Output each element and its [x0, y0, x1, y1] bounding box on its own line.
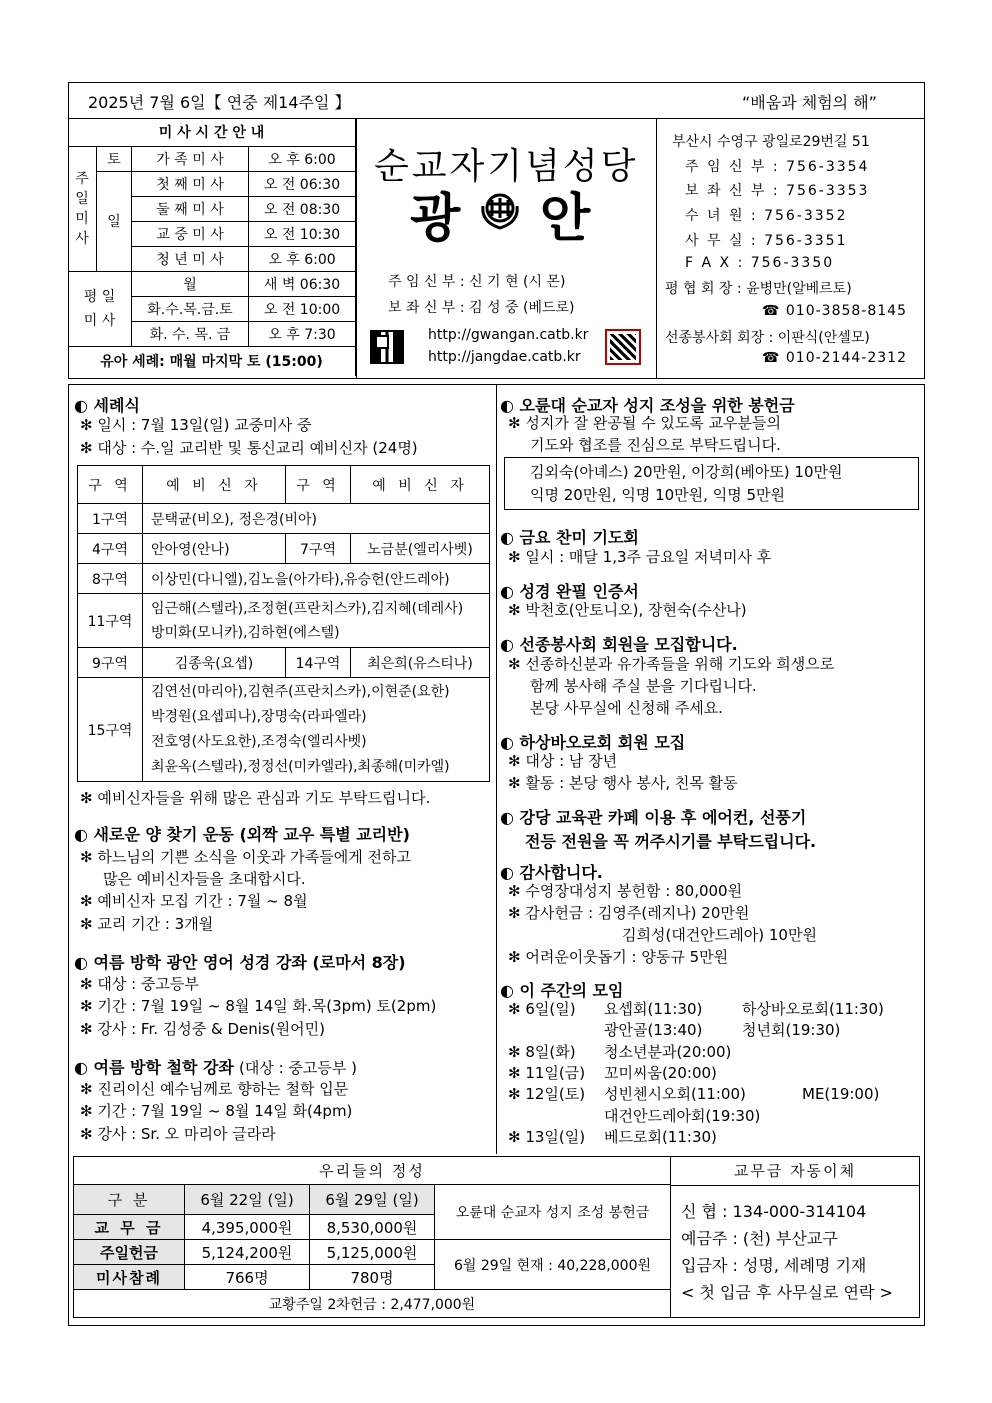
hasang-line: ✻ 대상 : 남 장년 — [508, 752, 618, 770]
website-link-1[interactable]: http://gwangan.catb.kr — [428, 327, 589, 343]
table-header: 예 비 신 자 — [143, 466, 286, 504]
contact-row: 보 좌 신 부 : 756-3353 — [685, 183, 870, 199]
mass-name: 월 — [132, 271, 249, 296]
mass-time: 새 벽 06:30 — [249, 271, 356, 296]
transfer-line: < 첫 입금 후 사무실로 연락 > — [681, 1283, 893, 1302]
english-line: ✻ 기간 : 7월 19일 ~ 8월 14일 화.목(3pm) 토(2pm) — [80, 997, 437, 1015]
catechumen-table — [77, 465, 490, 782]
table-cell: 임근해(스텔라),조정현(프란치스카),김지혜(데레사) 방미화(모니카),김하현(에스텔) — [143, 594, 490, 648]
bulletin-title-1: 광 — [410, 188, 461, 249]
mass-time: 오 전 08:30 — [249, 196, 356, 221]
table-cell: 766명 — [185, 1265, 310, 1290]
table-cell: 780명 — [310, 1265, 435, 1290]
table-header: 구 역 — [286, 466, 351, 504]
mass-name: 둘 째 미 사 — [132, 196, 249, 221]
bible-cert-title: ◐ 성경 완필 인증서 — [500, 582, 639, 601]
meeting-item: ME(19:00) — [802, 1085, 880, 1103]
row-label: 교 무 금 — [74, 1215, 185, 1240]
church-address: 부산시 수영구 광일로29번길 51 — [672, 134, 870, 150]
volunteer-phone: ☎ 010-2144-2312 — [762, 350, 907, 366]
mass-time: 오 후 6:00 — [249, 246, 356, 271]
sunday-mass-label: 주 일 미 사 — [68, 146, 97, 271]
table-cell: 노금분(엘리사벳) — [351, 534, 490, 564]
table-cell: 4구역 — [78, 534, 143, 564]
table-header: 6월 22일 (일) — [185, 1185, 310, 1215]
oryun-fund-total: 6월 29일 현재 : 40,228,000원 — [435, 1240, 671, 1290]
oryun-line: 기도와 협조를 진심으로 부탁드립니다. — [530, 436, 781, 454]
meeting-item: 요셉회(11:30) — [604, 1000, 703, 1018]
baptism-title: ◐ 세례식 — [74, 396, 140, 415]
table-cell: 이상민(다니엘),김노을(아가타),유승헌(안드레아) — [143, 564, 490, 594]
table-cell: 김종욱(요셉) — [143, 648, 286, 678]
row-label: 주일헌금 — [74, 1240, 185, 1265]
contact-row: 사 무 실 : 756-3351 — [685, 233, 848, 249]
table-header: 구 분 — [74, 1185, 185, 1215]
thanks-line: 김희성(대건안드레아) 10만원 — [622, 926, 817, 944]
oryun-fund-header: 오륜대 순교자 성지 조성 봉헌금 — [435, 1185, 671, 1240]
mass-time: 오 전 10:30 — [249, 221, 356, 246]
mass-name: 첫 째 미 사 — [132, 171, 249, 196]
qr-code-icon — [370, 330, 404, 364]
sheep-line: ✻ 예비신자 모집 기간 : 7월 ~ 8월 — [80, 892, 308, 910]
council-president: 평 협 회 장 : 윤병만(알베르토) — [665, 281, 852, 297]
mass-name: 화.수.목.금.토 — [132, 296, 249, 321]
weekly-meetings-title: ◐ 이 주간의 모임 — [500, 981, 624, 1000]
hasang-title: ◐ 하상바오로회 회원 모집 — [500, 733, 686, 752]
baptism-target: ✻ 대상 : 수.일 교리반 및 통신교리 예비신자 (24명) — [80, 439, 418, 457]
saturday-label: 토 — [97, 146, 132, 171]
table-cell: 14구역 — [286, 648, 351, 678]
table-cell: 안아영(안나) — [143, 534, 286, 564]
mass-time: 오 후 7:30 — [249, 321, 356, 346]
thanks-line: ✻ 수영장대성지 봉헌함 : 80,000원 — [508, 882, 743, 900]
table-cell: 4,395,000원 — [185, 1215, 310, 1240]
pope-sunday-offering: 교황주일 2차헌금 : 2,477,000원 — [74, 1290, 671, 1318]
baptism-date: ✻ 일시 : 7월 13일(일) 교중미사 중 — [80, 416, 312, 434]
auto-transfer-box — [671, 1157, 920, 1318]
mass-name: 가 족 미 사 — [132, 146, 249, 171]
table-cell: 8,530,000원 — [310, 1215, 435, 1240]
bulletin-title-2: 안 — [540, 188, 591, 249]
transfer-line: 예금주 : (천) 부산교구 — [681, 1229, 838, 1248]
auto-transfer-title: 교무금 자동이체 — [671, 1157, 919, 1186]
mass-time: 오 전 10:00 — [249, 296, 356, 321]
qr-code-icon — [605, 329, 641, 365]
friday-line: ✻ 일시 : 매달 1,3주 금요일 저녁미사 후 — [508, 548, 772, 566]
meeting-item: 베드로회(11:30) — [604, 1128, 717, 1146]
bible-line: ✻ 박천호(안토니오), 장현숙(수산나) — [508, 601, 747, 619]
meeting-item: 대건안드레아회(19:30) — [604, 1107, 761, 1125]
hasang-line: ✻ 활동 : 본당 행사 봉사, 친목 활동 — [508, 774, 738, 792]
column-divider — [496, 384, 497, 1154]
offering-title: 우리들의 정성 — [74, 1157, 671, 1185]
meeting-item: 성빈첸시오회(11:00) — [604, 1085, 746, 1103]
meeting-item: 하상바오로회(11:30) — [742, 1000, 884, 1018]
council-phone: ☎ 010-3858-8145 — [762, 303, 907, 319]
parish-emblem-icon — [477, 186, 523, 232]
philosophy-line: ✻ 기간 : 7월 19일 ~ 8월 14일 화(4pm) — [80, 1102, 353, 1120]
seonjong-title: ◐ 선종봉사회 회원을 모집합니다. — [500, 635, 738, 654]
table-cell: 5,124,200원 — [185, 1240, 310, 1265]
row-label: 미사참례 — [74, 1265, 185, 1290]
volunteer-president: 선종봉사회 회장 : 이판식(안셀모) — [665, 330, 870, 346]
contact-row: 수 녀 원 : 756-3352 — [685, 208, 848, 224]
aircon-notice: 전등 전원을 꼭 꺼주시기를 부탁드립니다. — [525, 832, 817, 851]
table-cell: 8구역 — [78, 564, 143, 594]
table-cell: 김연선(마리아),김현주(프란치스카),이현준(요한) 박경원(요셉피나),장명숙(라파엘라) 전호영(사도요한),조경숙(엘리사벳) 최윤옥(스텔라),정정선(미카엘라),최종해(미카엘) — [143, 678, 490, 782]
sheep-line: 많은 예비신자들을 초대합시다. — [103, 870, 306, 888]
contact-row: 주 임 신 부 : 756-3354 — [685, 159, 870, 175]
table-cell: 최은희(유스티나) — [351, 648, 490, 678]
seonjong-line: 본당 사무실에 신청해 주세요. — [530, 699, 723, 717]
weekday-mass-label: 평 일 미 사 — [68, 271, 132, 346]
philosophy-line: ✻ 강사 : Sr. 오 마리아 글라라 — [80, 1125, 276, 1143]
meeting-item: 꼬미씨움(20:00) — [604, 1064, 717, 1082]
mass-name: 교 중 미 사 — [132, 221, 249, 246]
table-header: 예 비 신 자 — [351, 466, 490, 504]
meeting-item: 청년회(19:30) — [742, 1021, 841, 1039]
philosophy-line: ✻ 진리이신 예수님께로 향하는 철학 입문 — [80, 1080, 349, 1098]
bulletin-date: 2025년 7월 6일【 연중 제14주일 】 — [88, 93, 351, 112]
seonjong-line: ✻ 선종하신분과 유가족들을 위해 기도와 희생으로 — [508, 655, 835, 673]
thanks-line: ✻ 감사헌금 : 김영주(레지나) 20만원 — [508, 904, 750, 922]
sunday-label: 일 — [97, 171, 132, 271]
table-header: 구 역 — [78, 466, 143, 504]
mass-name: 청 년 미 사 — [132, 246, 249, 271]
meeting-day: ✻ 8일(화) — [508, 1043, 576, 1061]
oryun-title: ◐ 오륜대 순교자 성지 조성을 위한 봉헌금 — [500, 396, 795, 415]
transfer-line: 신 협 : 134-000-314104 — [681, 1202, 867, 1221]
sheep-campaign-title: ◐ 새로운 양 찾기 운동 (외짝 교우 특별 교리반) — [74, 825, 410, 844]
donor-line: 익명 20만원, 익명 10만원, 익명 5만원 — [530, 486, 785, 504]
philosophy-title: ◐ 여름 방학 철학 강좌 (대상 : 중고등부 ) — [74, 1058, 357, 1077]
table-cell: 11구역 — [78, 594, 143, 648]
thanks-line: ✻ 어려운이웃돕기 : 양동규 5만원 — [508, 948, 729, 966]
sheep-line: ✻ 하느님의 기쁜 소식을 이웃과 가족들에게 전하고 — [80, 848, 411, 866]
contact-row: F A X : 756-3350 — [685, 255, 835, 271]
meeting-day: ✻ 12일(토) — [508, 1085, 586, 1103]
meeting-day: ✻ 6일(일) — [508, 1000, 576, 1018]
mass-time: 오 전 06:30 — [249, 171, 356, 196]
table-cell: 1구역 — [78, 504, 143, 534]
table-cell: 7구역 — [286, 534, 351, 564]
donor-line: 김외숙(아녜스) 20만원, 이강희(베아또) 10만원 — [530, 463, 843, 481]
infant-baptism-note: 유아 세례: 매월 마지막 토 (15:00) — [68, 346, 356, 376]
baptism-note: ✻ 예비신자들을 위해 많은 관심과 기도 부탁드립니다. — [80, 789, 431, 807]
assistant-priest-name: 보 좌 신 부 : 김 성 중 (베드로) — [388, 300, 575, 316]
website-link-2[interactable]: http://jangdae.catb.kr — [428, 349, 581, 365]
friday-prayer-title: ◐ 금요 찬미 기도회 — [500, 528, 639, 547]
aircon-notice: ◐ 강당 교육관 카페 이용 후 에어컨, 선풍기 — [500, 808, 807, 827]
contacts-divider — [656, 118, 657, 379]
mass-divider — [356, 118, 357, 379]
table-cell: 15구역 — [78, 678, 143, 782]
table-cell: 9구역 — [78, 648, 143, 678]
year-motto: “배움과 체험의 해” — [742, 93, 877, 112]
meeting-item: 청소년분과(20:00) — [604, 1043, 732, 1061]
church-name: 순교자기념성당 — [374, 146, 639, 187]
english-bible-title: ◐ 여름 방학 광안 영어 성경 강좌 (로마서 8장) — [74, 953, 406, 972]
thanks-title: ◐ 감사합니다. — [500, 863, 603, 882]
mass-name: 화. 수. 목. 금 — [132, 321, 249, 346]
mass-schedule — [68, 118, 356, 376]
mass-schedule-title: 미 사 시 간 안 내 — [68, 118, 356, 146]
table-cell: 5,125,000원 — [310, 1240, 435, 1265]
pastor-name: 주 임 신 부 : 신 기 현 (시 몬) — [388, 274, 566, 290]
seonjong-line: 함께 봉사해 주실 분을 기다립니다. — [530, 677, 757, 695]
english-line: ✻ 대상 : 중고등부 — [80, 975, 199, 993]
transfer-line: 입금자 : 성명, 세례명 기재 — [681, 1256, 867, 1275]
table-cell: 문택균(비오), 정은경(비아) — [143, 504, 490, 534]
english-line: ✻ 강사 : Fr. 김성중 & Denis(원어민) — [80, 1020, 325, 1038]
mass-time: 오 후 6:00 — [249, 146, 356, 171]
meeting-day: ✻ 11일(금) — [508, 1064, 586, 1082]
sheep-line: ✻ 교리 기간 : 3개월 — [80, 915, 214, 933]
offering-table — [73, 1156, 920, 1318]
meeting-day: ✻ 13일(일) — [508, 1128, 586, 1146]
oryun-line: ✻ 성지가 잘 완공될 수 있도록 교우분들의 — [508, 414, 782, 432]
table-header: 6월 29일 (일) — [310, 1185, 435, 1215]
meeting-item: 광안골(13:40) — [604, 1021, 703, 1039]
